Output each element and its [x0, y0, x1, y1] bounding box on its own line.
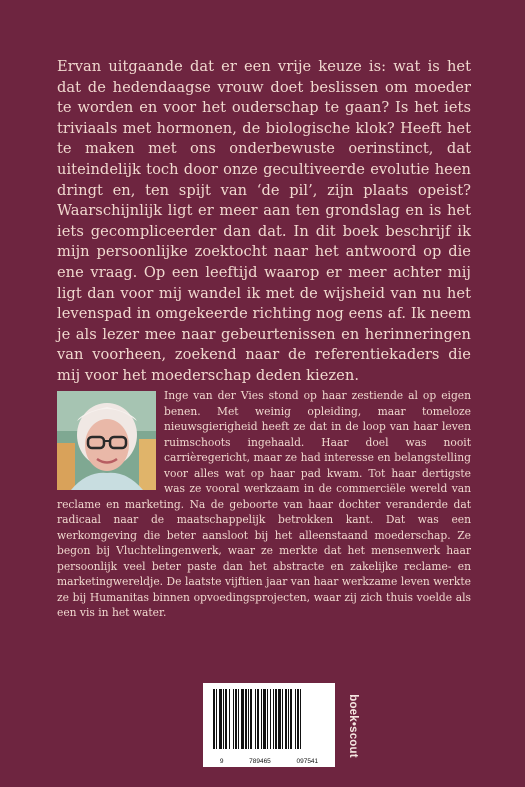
- barcode-bar: [275, 689, 277, 749]
- publisher-name: boek•scout: [347, 694, 359, 758]
- author-bio-text: Inge van der Vies stond op haar zestiende al op eigen benen. Met weinig opleiding, maar tomeloze nieuwsgierigheid heeft ze dat in de loop van haar leven ruimschoots ingehaald. Haar doel was nooit carrièregericht, maar ze had interesse en belangstelling voor alles wat op haar pad kwam. Tot haar dertigste was ze vooral werkzaam in de commerciële wereld van reclame en marketing. Na de geboorte van haar dochter veranderde dat radicaal naar de maatschappelijk betrokken kant. Dat was een werkomgeving die beter aansloot bij het alleenstaand moederschap. Ze begon bij Vluchtelingenwerk, waar ze merkte dat het mensenwerk haar persoonlijk veel beter paste dan het abstracte en zakelijke reclame- en marketingwereldje. De laatste vijftien jaar van haar werkzame leven werkte ze bij Humanitas binnen opvoedingsprojecten, waar zij zich thuis voelde als een vis in het water.: [57, 389, 471, 619]
- barcode-bar: [241, 689, 244, 749]
- barcode-bar: [229, 689, 230, 749]
- barcode-bar: [216, 689, 217, 749]
- author-biography: [57, 388, 471, 621]
- back-cover-blurb: Ervan uitgaande dat er een vrije keuze is: wat is het dat de hedendaagse vrouw doet beslissen om moeder te worden en voor het ouderschap te gaan? Is het iets triviaals met hormonen, de biologische klok? Heeft het te maken met ons onderbewuste oerinstinct, dat uiteindelijk toch door onze gecultiveerde evolutie heen dringt en, ten spijt van ‘de pil’, zijn plaats opeist? Waarschijnlijk ligt er meer aan ten grondslag en is het iets gecompliceerder dan dat. In dit boek beschrijf ik mijn persoonlijke zoektocht naar het antwoord op die ene vraag. Op een leeftijd waarop er meer achter mij ligt dan voor mij wandel ik met de wijsheid van nu het levenspad in omgekeerde richting nog eens af. Ik neem je als lezer mee naar gebeurtenissen en herinneringen van voorheen, zoekend naar de referentiekaders die mij voor het moederschap deden kiezen.: [57, 58, 471, 384]
- barcode-bar: [261, 689, 262, 749]
- barcode-bar: [213, 689, 215, 749]
- isbn-digits-3: 097541: [296, 758, 319, 765]
- barcode-bar: [267, 689, 268, 749]
- barcode-bar: [255, 689, 256, 749]
- barcode-bar: [295, 689, 296, 749]
- barcode-bar: [263, 689, 266, 749]
- barcode-bar: [245, 689, 247, 749]
- barcode-bar: [250, 689, 252, 749]
- barcode-bar: [225, 689, 227, 749]
- barcode-bar: [273, 689, 274, 749]
- barcode-bar: [223, 689, 224, 749]
- barcode-bars: [209, 689, 329, 751]
- barcode-bar: [278, 689, 281, 749]
- barcode-bar: [235, 689, 237, 749]
- isbn-digits: [203, 758, 335, 765]
- barcode-bar: [219, 689, 222, 749]
- isbn-digits-1: 9: [219, 758, 224, 765]
- isbn-digits-2: 789465: [249, 758, 271, 765]
- barcode-bar: [248, 689, 249, 749]
- isbn-barcode: [203, 683, 335, 767]
- barcode-bar: [257, 689, 259, 749]
- barcode-bar: [300, 689, 301, 749]
- barcode-bar: [285, 689, 287, 749]
- barcode-bar: [238, 689, 239, 749]
- publisher-logo: [346, 686, 360, 766]
- barcode-bar: [233, 689, 234, 749]
- barcode-bar: [290, 689, 292, 749]
- barcode-bar: [282, 689, 283, 749]
- barcode-bar: [270, 689, 271, 749]
- barcode-bar: [288, 689, 289, 749]
- barcode-bar: [297, 689, 299, 749]
